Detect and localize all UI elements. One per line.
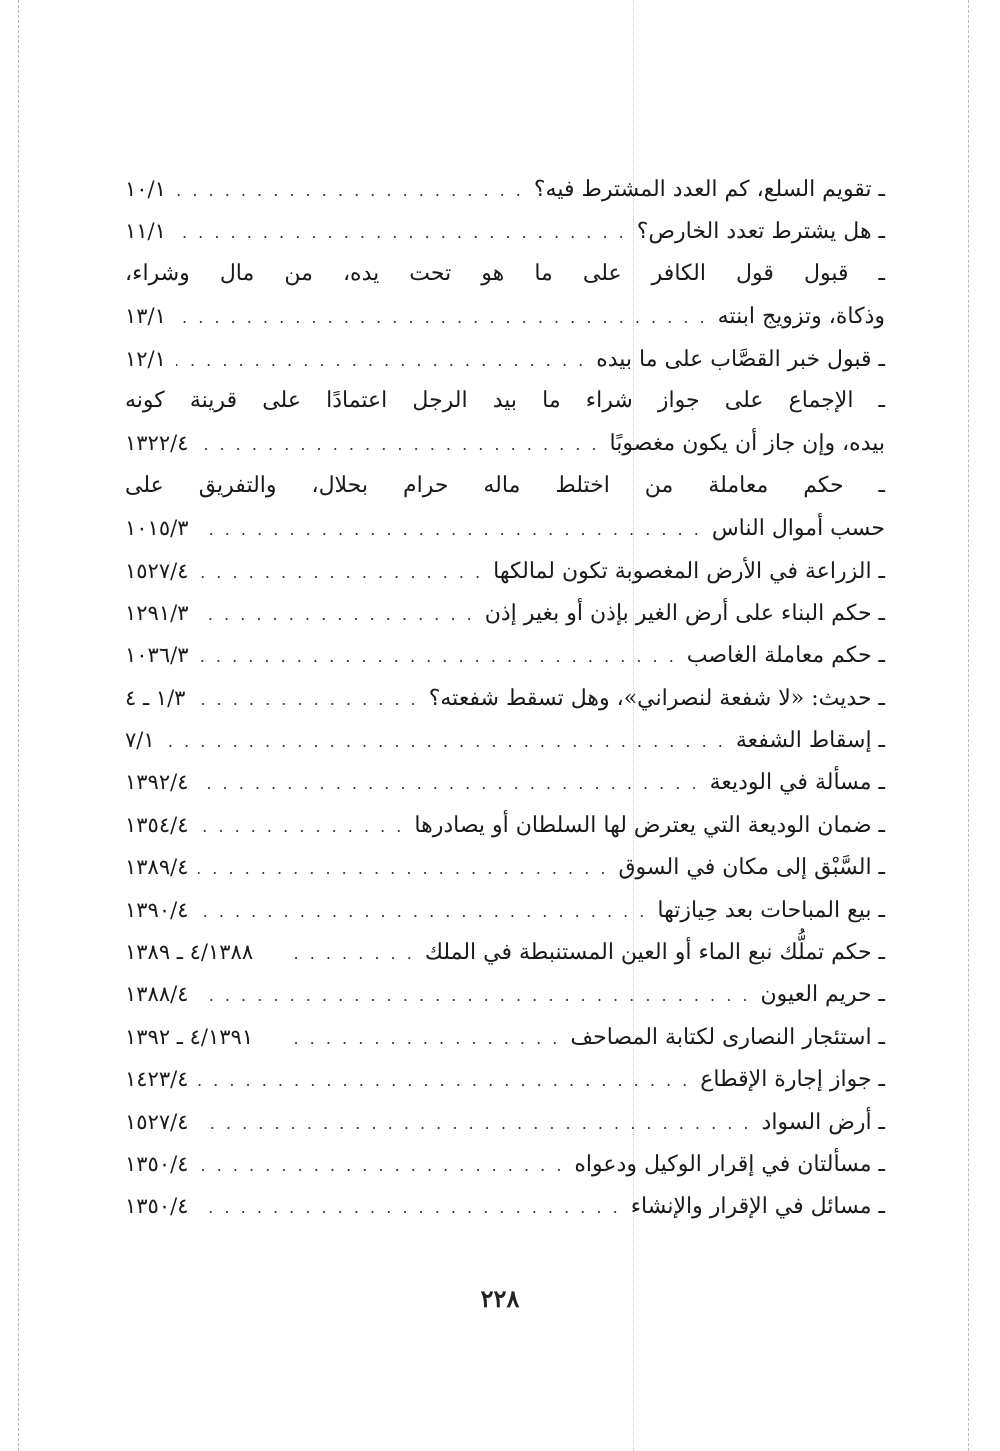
entry-ref: ١٣٢٢/٤ — [125, 431, 189, 456]
entry-title: ـ قبول خبر القصَّاب على ما بيده — [596, 346, 885, 372]
entry-ref: ١٢٩١/٣ — [125, 600, 189, 625]
leader-dots — [198, 975, 750, 1017]
index-entry — [125, 380, 885, 422]
entry-ref: ١٣٥٤/٤ — [125, 812, 189, 837]
scan-margin-left — [18, 0, 19, 1451]
index-entry — [125, 550, 885, 592]
entry-title: ـ هل يشترط تعدد الخارص؟ — [636, 219, 885, 245]
entry-ref: ١٥٢٧/٤ — [125, 1109, 189, 1134]
entry-title: حسب أموال الناس — [711, 516, 885, 542]
entry-title: وذكاة، وتزويج ابنته — [717, 304, 885, 330]
index-entry — [125, 931, 885, 973]
leader-dots — [198, 1103, 751, 1145]
entry-ref: ١٢/١ — [125, 346, 166, 371]
leader-dots — [198, 636, 676, 678]
index-entries — [125, 168, 885, 1228]
entry-ref: ١١/١ — [125, 219, 166, 244]
leader-dots — [198, 1145, 564, 1187]
leader-dots — [285, 933, 415, 975]
entry-title: بيده، وإن جاز أن يكون مغصوبًا — [609, 431, 885, 457]
entry-title: ـ حديث: «لا شفعة لنصراني»، وهل تسقط شفعته؟ — [428, 685, 885, 711]
leader-dots — [195, 679, 418, 721]
entry-title: ـ حريم العيون — [760, 982, 885, 1008]
entry-title: ـ الإجماع على جواز شراء ما بيد الرجل اعتمادًا على قرينة كونه — [125, 387, 885, 413]
entry-ref: ١٣٥٠/٤ — [125, 1194, 189, 1219]
index-entry — [125, 1143, 885, 1185]
entry-title: ـ حكم تملُّك نبع الماء أو العين المستنبطة في الملك — [424, 940, 885, 966]
index-entry — [125, 295, 885, 337]
entry-ref: ١٠/١ — [125, 177, 166, 201]
entry-ref: ١٣٥٠/٤ — [125, 1151, 189, 1176]
entry-title: ـ مسألة في الوديعة — [709, 770, 885, 796]
entry-ref: ١٥٢٧/٤ — [125, 558, 189, 583]
entry-title: ـ حكم معاملة من اختلط ماله حرام بحلال، والتفريق على — [125, 472, 885, 498]
index-entry — [125, 338, 885, 380]
index-entry — [125, 973, 885, 1015]
leader-dots — [198, 1060, 690, 1102]
entry-ref: ١٣٩٢/٤ — [125, 770, 189, 795]
entry-ref: ١٣٨٨/٤ — [125, 982, 189, 1007]
index-entry — [125, 1185, 885, 1227]
leader-dots — [198, 1187, 620, 1229]
index-entry — [125, 210, 885, 252]
index-entry — [125, 1058, 885, 1100]
page-number: ٢٢٨ — [480, 1284, 520, 1313]
entry-title: ـ أرض السواد — [761, 1109, 885, 1135]
scan-margin-right — [968, 0, 969, 1451]
leader-dots — [198, 552, 483, 594]
leader-dots — [176, 170, 524, 212]
index-entry — [125, 1016, 885, 1058]
entry-title: ـ ضمان الوديعة التي يعترض لها السلطان أو يصادرها — [414, 812, 885, 838]
leader-dots — [198, 424, 599, 466]
entry-title: ـ تقويم السلع، كم العدد المشترط فيه؟ — [533, 177, 885, 202]
index-entry — [125, 422, 885, 464]
entry-title: ـ حكم معاملة الغاصب — [686, 643, 885, 669]
leader-dots — [198, 763, 699, 805]
index-entry — [125, 634, 885, 676]
entry-title: ـ استئجار النصارى لكتابة المصاحف — [570, 1024, 885, 1050]
index-entry — [125, 677, 885, 719]
entry-title: ـ السَّبْق إلى مكان في السوق — [618, 855, 885, 881]
entry-title: ـ حكم البناء على أرض الغير بإذن أو بغير إذن — [484, 600, 885, 626]
index-entry — [125, 804, 885, 846]
leader-dots — [165, 721, 726, 763]
index-entry — [125, 761, 885, 803]
index-entry — [125, 465, 885, 507]
index-entry — [125, 507, 885, 549]
leader-dots — [198, 806, 404, 848]
entry-title: ـ جواز إجارة الإقطاع — [700, 1067, 885, 1093]
entry-ref: ١٠١٥/٣ — [125, 516, 189, 541]
leader-dots — [176, 297, 708, 339]
entry-ref: ١٠٣٦/٣ — [125, 643, 189, 668]
entry-ref: ١٣٨٩/٤ — [125, 855, 189, 880]
entry-title: ـ بيع المباحات بعد حِيازتها — [657, 897, 885, 923]
leader-dots — [198, 509, 701, 551]
index-entry — [125, 592, 885, 634]
leader-dots — [176, 340, 586, 382]
leader-dots — [198, 594, 474, 636]
leader-dots — [285, 1018, 560, 1060]
index-entry — [125, 846, 885, 888]
entry-ref: ١/٣ ـ ٤ — [125, 685, 186, 710]
index-entry — [125, 719, 885, 761]
leader-dots — [198, 848, 608, 890]
entry-title: ـ إسقاط الشفعة — [735, 728, 885, 754]
entry-ref: ٤/١٣٨٨ ـ ١٣٨٩ — [125, 940, 254, 965]
entry-ref: ٤/١٣٩١ ـ ١٣٩٢ — [125, 1024, 254, 1049]
entry-title: ـ قبول قول الكافر على ما هو تحت يده، من مال وشراء، — [125, 260, 885, 286]
leader-dots — [198, 891, 647, 933]
index-entry — [125, 253, 885, 295]
entry-ref: ١٣٩٠/٤ — [125, 897, 189, 922]
index-entry — [125, 168, 885, 210]
leader-dots — [176, 212, 627, 254]
entry-ref: ١٤٢٣/٤ — [125, 1067, 189, 1092]
entry-title: ـ مسألتان في إقرار الوكيل ودعواه — [574, 1151, 885, 1177]
entry-ref: ٧/١ — [125, 728, 155, 753]
entry-title: ـ الزراعة في الأرض المغصوبة تكون لمالكها — [493, 558, 885, 584]
index-entry — [125, 1101, 885, 1143]
entry-title: ـ مسائل في الإقرار والإنشاء — [630, 1194, 885, 1220]
entry-ref: ١٣/١ — [125, 304, 166, 329]
index-entry — [125, 889, 885, 931]
